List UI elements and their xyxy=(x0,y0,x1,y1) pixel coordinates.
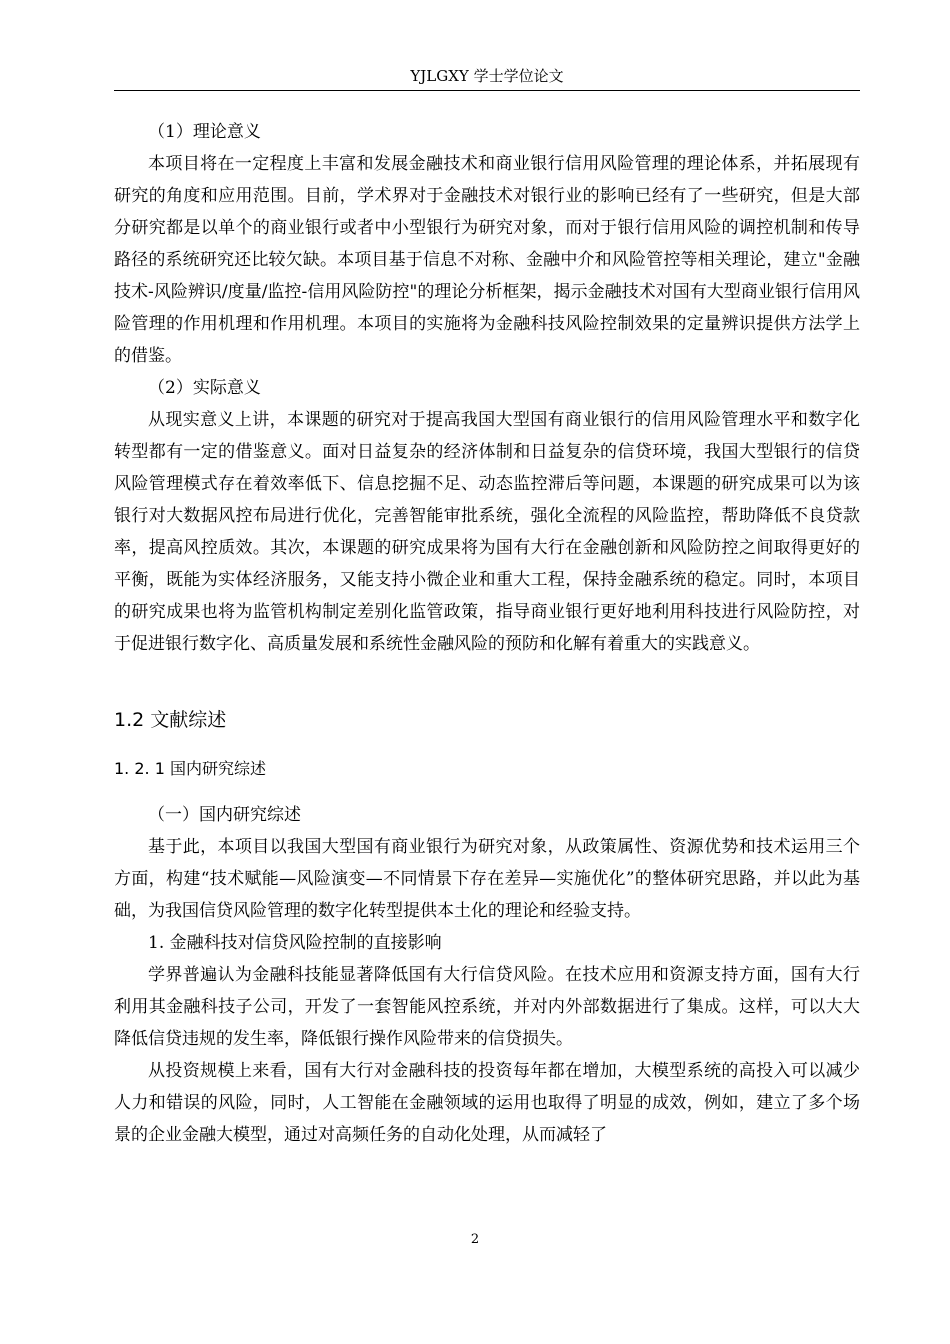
page-number: 2 xyxy=(470,1232,480,1247)
subsection-heading: 1. 2. 1 国内研究综述 xyxy=(114,759,266,778)
domestic-heading: （一）国内研究综述 xyxy=(148,805,301,825)
practical-heading: （2）实际意义 xyxy=(148,378,261,398)
item1-paragraph: 学界普遍认为金融科技能显著降低国有大行信贷风险。在技术应用和资源支持方面，国有大行利用其金融科技子公司，开发了一套智能风控系统，并对内外部数据进行了集成。这样，可以大大降低信贷违规的发生率，降低银行操作风险带来的信贷损失。 xyxy=(114,965,860,1049)
section-heading: 1.2 文献综述 xyxy=(114,709,227,731)
page-body xyxy=(114,116,860,1151)
page-footer xyxy=(0,1232,950,1247)
header-title: YJLGXY 学士学位论文 xyxy=(410,67,564,85)
domestic-paragraph: 基于此，本项目以我国大型国有商业银行为研究对象，从政策属性、资源优势和技术运用三个方面，构建“技术赋能—风险演变—不同情景下存在差异—实施优化”的整体研究思路，并以此为基础，为我国信贷风险管理的数字化转型提供本土化的理论和经验支持。 xyxy=(114,837,860,921)
theory-heading: （1）理论意义 xyxy=(148,122,261,142)
investment-paragraph: 从投资规模上来看，国有大行对金融科技的投资每年都在增加，大模型系统的高投入可以减少人力和错误的风险，同时，人工智能在金融领域的运用也取得了明显的成效，例如，建立了多个场景的企业金融大模型，通过对高频任务的自动化处理，从而减轻了 xyxy=(114,1061,860,1145)
item1-heading: 1. 金融科技对信贷风险控制的直接影响 xyxy=(148,933,442,953)
practical-paragraph: 从现实意义上讲，本课题的研究对于提高我国大型国有商业银行的信用风险管理水平和数字化转型都有一定的借鉴意义。面对日益复杂的经济体制和日益复杂的信贷环境，我国大型银行的信贷风险管理模式存在着效率低下、信息挖掘不足、动态监控滞后等问题，本课题的研究成果可以为该银行对大数据风控布局进行优化，完善智能审批系统，强化全流程的风险监控，帮助降低不良贷款率，提高风控质效。其次，本课题的研究成果将为国有大行在金融创新和风险防控之间取得更好的平衡，既能为实体经济服务，又能支持小微企业和重大工程，保持金融系统的稳定。同时，本项目的研究成果也将为监管机构制定差别化监管政策，指导商业银行更好地利用科技进行风险防控，对于促进银行数字化、高质量发展和系统性金融风险的预防和化解有着重大的实践意义。 xyxy=(114,410,860,654)
theory-paragraph: 本项目将在一定程度上丰富和发展金融技术和商业银行信用风险管理的理论体系，并拓展现有研究的角度和应用范围。目前，学术界对于金融技术对银行业的影响已经有了一些研究，但是大部分研究都是以单个的商业银行或者中小型银行为研究对象，而对于银行信用风险的调控机制和传导路径的系统研究还比较欠缺。本项目基于信息不对称、金融中介和风险管控等相关理论，建立"金融技术-风险辨识/度量/监控-信用风险防控"的理论分析框架，揭示金融技术对国有大型商业银行信用风险管理的作用机理和作用机理。本项目的实施将为金融科技风险控制效果的定量辨识提供方法学上的借鉴。 xyxy=(114,154,860,366)
page-header xyxy=(114,62,860,91)
